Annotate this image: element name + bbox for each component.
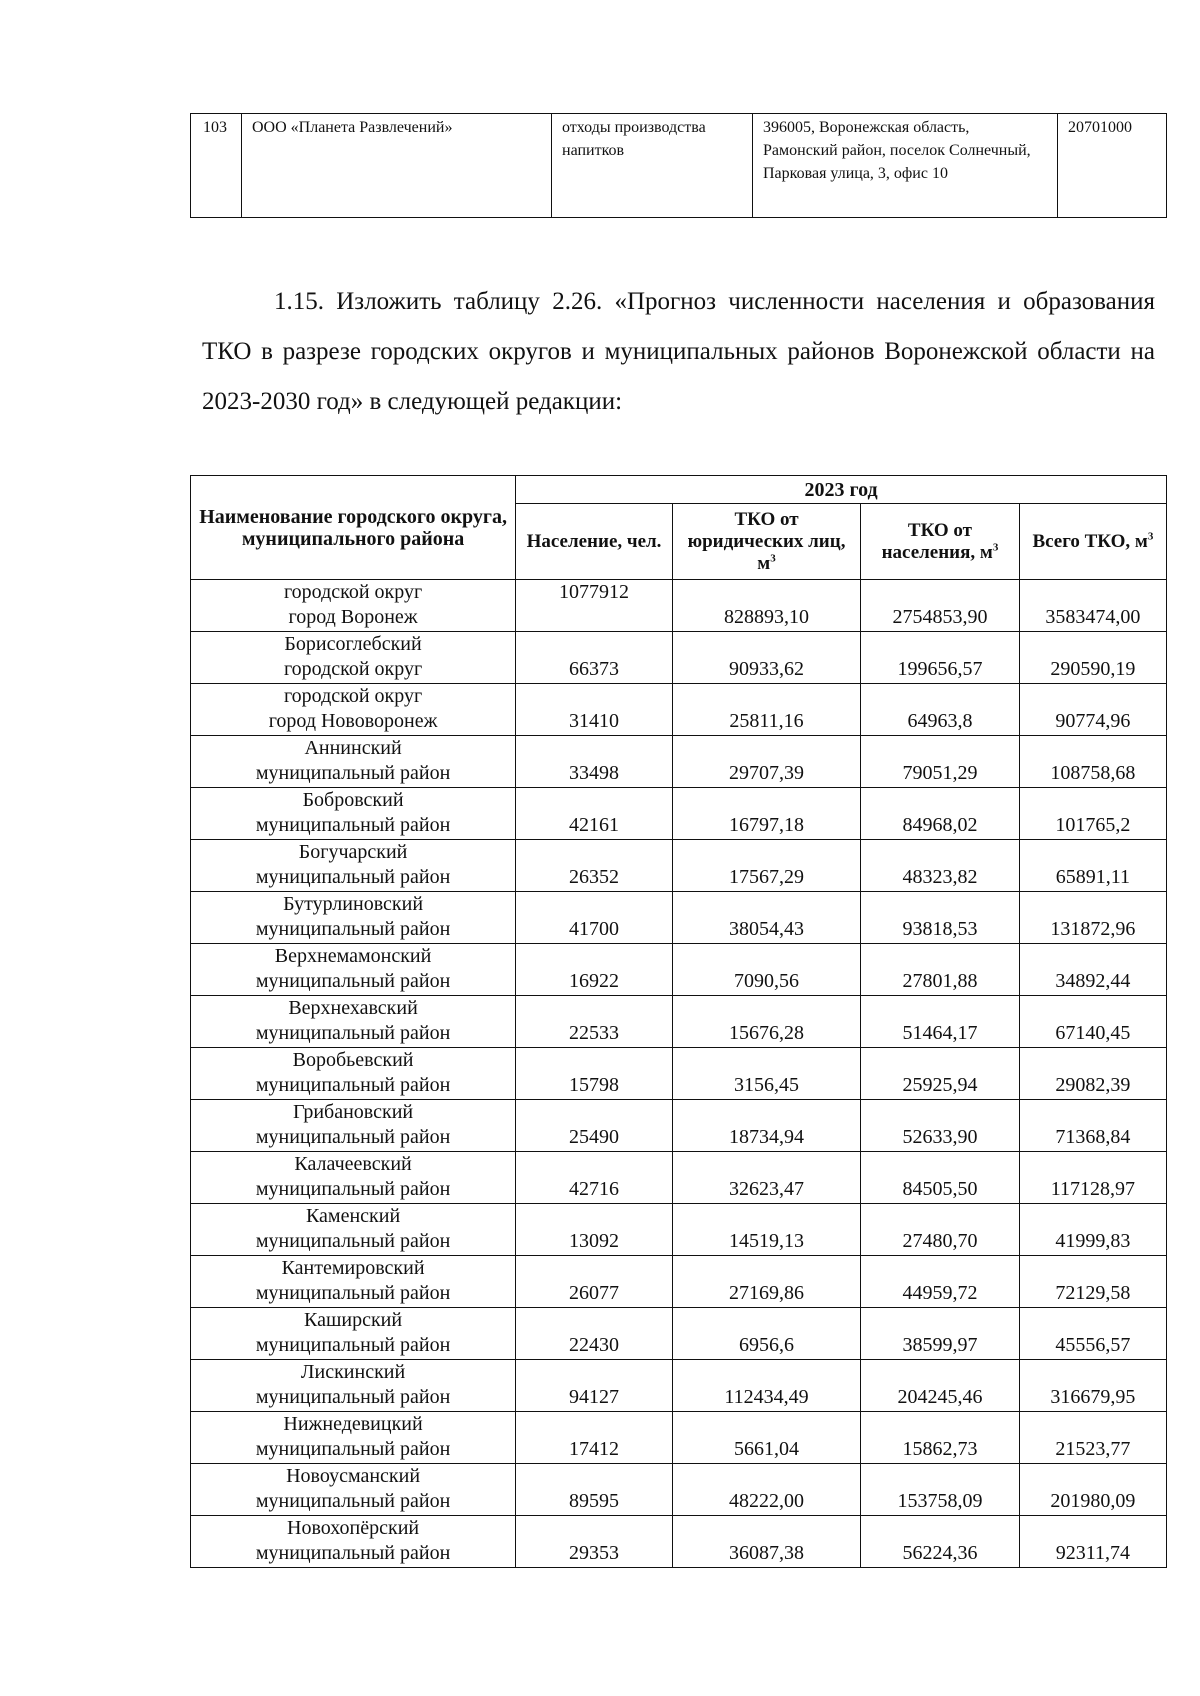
population-waste-value: 204245,46 [861, 1360, 1020, 1412]
total-waste-value: 117128,97 [1019, 1152, 1166, 1204]
district-name-line2: муниципальный район [255, 1386, 451, 1408]
district-name [191, 944, 516, 996]
total-waste-value: 29082,39 [1019, 1048, 1166, 1100]
population-value: 29353 [516, 1516, 673, 1568]
district-name-line2: муниципальный район [255, 1438, 451, 1460]
header-name: Наименование городского округа, муниципального района [191, 476, 516, 580]
district-name-line2: муниципальный район [255, 762, 451, 784]
population-waste-value: 38599,97 [861, 1308, 1020, 1360]
district-name-line1: Аннинский [304, 737, 402, 759]
district-name [191, 684, 516, 736]
district-name [191, 1152, 516, 1204]
organization-name: ООО «Планета Развлечений» [242, 114, 552, 218]
unit-superscript: 3 [992, 541, 999, 554]
population-waste-value: 199656,57 [861, 632, 1020, 684]
district-name-line2: город Нововоронеж [268, 710, 438, 732]
population-waste-value: 2754853,90 [861, 580, 1020, 632]
legal-waste-value: 14519,13 [672, 1204, 860, 1256]
population-value: 42161 [516, 788, 673, 840]
total-waste-value: 65891,11 [1019, 840, 1166, 892]
district-name [191, 1360, 516, 1412]
legal-waste-value: 3156,45 [672, 1048, 860, 1100]
table-row [191, 1308, 1167, 1360]
table-row [191, 996, 1167, 1048]
legal-waste-value: 36087,38 [672, 1516, 860, 1568]
total-waste-value: 90774,96 [1019, 684, 1166, 736]
district-name-line2: муниципальный район [255, 866, 451, 888]
header-legal-waste-text: ТКО от юридических лиц, м [687, 508, 846, 574]
population-waste-value: 27480,70 [861, 1204, 1020, 1256]
district-name [191, 1412, 516, 1464]
legal-waste-value: 90933,62 [672, 632, 860, 684]
district-name-line1: Новохопёрский [287, 1517, 420, 1539]
table-row [191, 1256, 1167, 1308]
table-row [191, 840, 1167, 892]
population-value: 17412 [516, 1412, 673, 1464]
district-name [191, 840, 516, 892]
district-name-line2: муниципальный район [255, 970, 451, 992]
total-waste-value: 72129,58 [1019, 1256, 1166, 1308]
population-value: 89595 [516, 1464, 673, 1516]
population-value: 22430 [516, 1308, 673, 1360]
district-name-line2: муниципальный район [255, 1282, 451, 1304]
population-waste-value: 64963,8 [861, 684, 1020, 736]
district-name-line1: городской округ [283, 581, 423, 603]
district-name-line2: город Воронеж [288, 606, 418, 628]
district-name-line1: Лискинский [300, 1361, 406, 1383]
population-waste-value: 51464,17 [861, 996, 1020, 1048]
legal-waste-value: 27169,86 [672, 1256, 860, 1308]
total-waste-value: 131872,96 [1019, 892, 1166, 944]
population-waste-value: 27801,88 [861, 944, 1020, 996]
district-name-line2: муниципальный район [255, 918, 451, 940]
district-name [191, 1204, 516, 1256]
table-row [191, 788, 1167, 840]
total-waste-value: 3583474,00 [1019, 580, 1166, 632]
legal-waste-value: 828893,10 [672, 580, 860, 632]
legal-waste-value: 25811,16 [672, 684, 860, 736]
population-waste-value: 15862,73 [861, 1412, 1020, 1464]
district-name [191, 1100, 516, 1152]
header-population: Население, чел. [516, 504, 673, 580]
district-name [191, 1464, 516, 1516]
total-waste-value: 45556,57 [1019, 1308, 1166, 1360]
table-row [191, 1100, 1167, 1152]
population-value: 33498 [516, 736, 673, 788]
legal-waste-value: 38054,43 [672, 892, 860, 944]
population-value: 22533 [516, 996, 673, 1048]
unit-superscript: 3 [770, 552, 776, 565]
population-value: 15798 [516, 1048, 673, 1100]
okato-code: 20701000 [1058, 114, 1167, 218]
population-value: 13092 [516, 1204, 673, 1256]
waste-type: отходы производства напитков [552, 114, 753, 218]
population-value: 26077 [516, 1256, 673, 1308]
population-value: 1077912 [516, 580, 673, 632]
district-name-line2: муниципальный район [255, 1074, 451, 1096]
district-name-line2: муниципальный район [255, 814, 451, 836]
district-name [191, 788, 516, 840]
header-population-waste-text: ТКО от населения, м [881, 519, 993, 563]
district-name-line2: муниципальный район [255, 1490, 451, 1512]
district-name [191, 736, 516, 788]
legal-waste-value: 16797,18 [672, 788, 860, 840]
table-row [191, 892, 1167, 944]
table-row [191, 1516, 1167, 1568]
population-waste-value: 79051,29 [861, 736, 1020, 788]
table-row [191, 1204, 1167, 1256]
legal-waste-value: 7090,56 [672, 944, 860, 996]
table-row [191, 736, 1167, 788]
population-waste-value: 93818,53 [861, 892, 1020, 944]
population-value: 26352 [516, 840, 673, 892]
population-waste-value: 48323,82 [861, 840, 1020, 892]
table-row [191, 1048, 1167, 1100]
district-name-line2: муниципальный район [255, 1542, 451, 1564]
district-name-line2: муниципальный район [255, 1230, 451, 1252]
forecast-table-body [191, 580, 1167, 1568]
table-row [191, 1152, 1167, 1204]
district-name [191, 1308, 516, 1360]
population-waste-value: 52633,90 [861, 1100, 1020, 1152]
header-legal-waste [672, 504, 860, 580]
district-name-line1: Калачеевский [294, 1153, 412, 1175]
district-name [191, 1048, 516, 1100]
district-name [191, 632, 516, 684]
district-name-line1: Кантемировский [281, 1257, 425, 1279]
district-name [191, 1256, 516, 1308]
legal-waste-value: 17567,29 [672, 840, 860, 892]
legal-waste-value: 112434,49 [672, 1360, 860, 1412]
organization-address: 396005, Воронежская область, Рамонский район, поселок Солнечный, Парковая улица, 3, офис 10 [753, 114, 1058, 218]
district-name [191, 996, 516, 1048]
table-row [191, 684, 1167, 736]
population-waste-value: 44959,72 [861, 1256, 1020, 1308]
legal-waste-value: 6956,6 [672, 1308, 860, 1360]
table-row [191, 632, 1167, 684]
total-waste-value: 67140,45 [1019, 996, 1166, 1048]
header-total-waste-text: Всего ТКО, м [1032, 530, 1148, 552]
total-waste-value: 34892,44 [1019, 944, 1166, 996]
district-name-line1: Бобровский [302, 789, 404, 811]
amendment-paragraph [202, 277, 1155, 427]
district-name [191, 1516, 516, 1568]
unit-superscript: 3 [1147, 530, 1154, 543]
population-waste-value: 25925,94 [861, 1048, 1020, 1100]
district-name-line1: Бутурлиновский [283, 893, 424, 915]
table-row [191, 1360, 1167, 1412]
district-name-line2: городской округ [283, 658, 423, 680]
legal-waste-value: 18734,94 [672, 1100, 860, 1152]
total-waste-value: 71368,84 [1019, 1100, 1166, 1152]
table-row [191, 580, 1167, 632]
population-value: 25490 [516, 1100, 673, 1152]
total-waste-value: 316679,95 [1019, 1360, 1166, 1412]
district-name-line1: Воробьевский [292, 1049, 414, 1071]
population-value: 41700 [516, 892, 673, 944]
waste-generators-table [190, 113, 1167, 218]
district-name-line1: Грибановский [293, 1101, 414, 1123]
district-name-line1: Верхнехавский [288, 997, 418, 1019]
district-name [191, 892, 516, 944]
district-name-line1: Нижнедевицкий [283, 1413, 423, 1435]
total-waste-value: 201980,09 [1019, 1464, 1166, 1516]
waste-generators-table-body [191, 114, 1167, 218]
total-waste-value: 92311,74 [1019, 1516, 1166, 1568]
header-row-year [191, 476, 1167, 504]
table-row [191, 114, 1167, 218]
district-name-line1: городской округ [283, 685, 423, 707]
total-waste-value: 108758,68 [1019, 736, 1166, 788]
legal-waste-value: 29707,39 [672, 736, 860, 788]
district-name-line1: Каменский [305, 1205, 401, 1227]
district-name-line2: муниципальный район [255, 1178, 451, 1200]
legal-waste-value: 32623,47 [672, 1152, 860, 1204]
row-number: 103 [191, 114, 242, 218]
district-name-line1: Борисоглебский [284, 633, 422, 655]
population-waste-value: 153758,09 [861, 1464, 1020, 1516]
total-waste-value: 41999,83 [1019, 1204, 1166, 1256]
legal-waste-value: 48222,00 [672, 1464, 860, 1516]
total-waste-value: 290590,19 [1019, 632, 1166, 684]
district-name-line1: Верхнемамонский [274, 945, 432, 967]
population-waste-value: 56224,36 [861, 1516, 1020, 1568]
district-name-line1: Богучарский [298, 841, 408, 863]
legal-waste-value: 15676,28 [672, 996, 860, 1048]
population-value: 16922 [516, 944, 673, 996]
district-name [191, 580, 516, 632]
district-name-line1: Каширский [304, 1309, 403, 1331]
population-value: 66373 [516, 632, 673, 684]
header-population-waste [861, 504, 1020, 580]
legal-waste-value: 5661,04 [672, 1412, 860, 1464]
header-year: 2023 год [516, 476, 1167, 504]
table-row [191, 1464, 1167, 1516]
district-name-line2: муниципальный район [255, 1334, 451, 1356]
population-value: 31410 [516, 684, 673, 736]
population-waste-value: 84968,02 [861, 788, 1020, 840]
table-row [191, 944, 1167, 996]
district-name-line1: Новоусманский [286, 1465, 421, 1487]
total-waste-value: 101765,2 [1019, 788, 1166, 840]
population-value: 94127 [516, 1360, 673, 1412]
amendment-text: 1.15. Изложить таблицу 2.26. «Прогноз численности населения и образования ТКО в разрезе городских округов и муниципальных районов Воронежской области на 2023-2030 год» в следующей редакции: [202, 288, 1155, 415]
table-row [191, 1412, 1167, 1464]
district-name-line2: муниципальный район [255, 1022, 451, 1044]
population-value: 42716 [516, 1152, 673, 1204]
district-name-line2: муниципальный район [255, 1126, 451, 1148]
total-waste-value: 21523,77 [1019, 1412, 1166, 1464]
population-waste-value: 84505,50 [861, 1152, 1020, 1204]
population-waste-forecast-table [190, 475, 1167, 1568]
header-total-waste [1019, 504, 1166, 580]
